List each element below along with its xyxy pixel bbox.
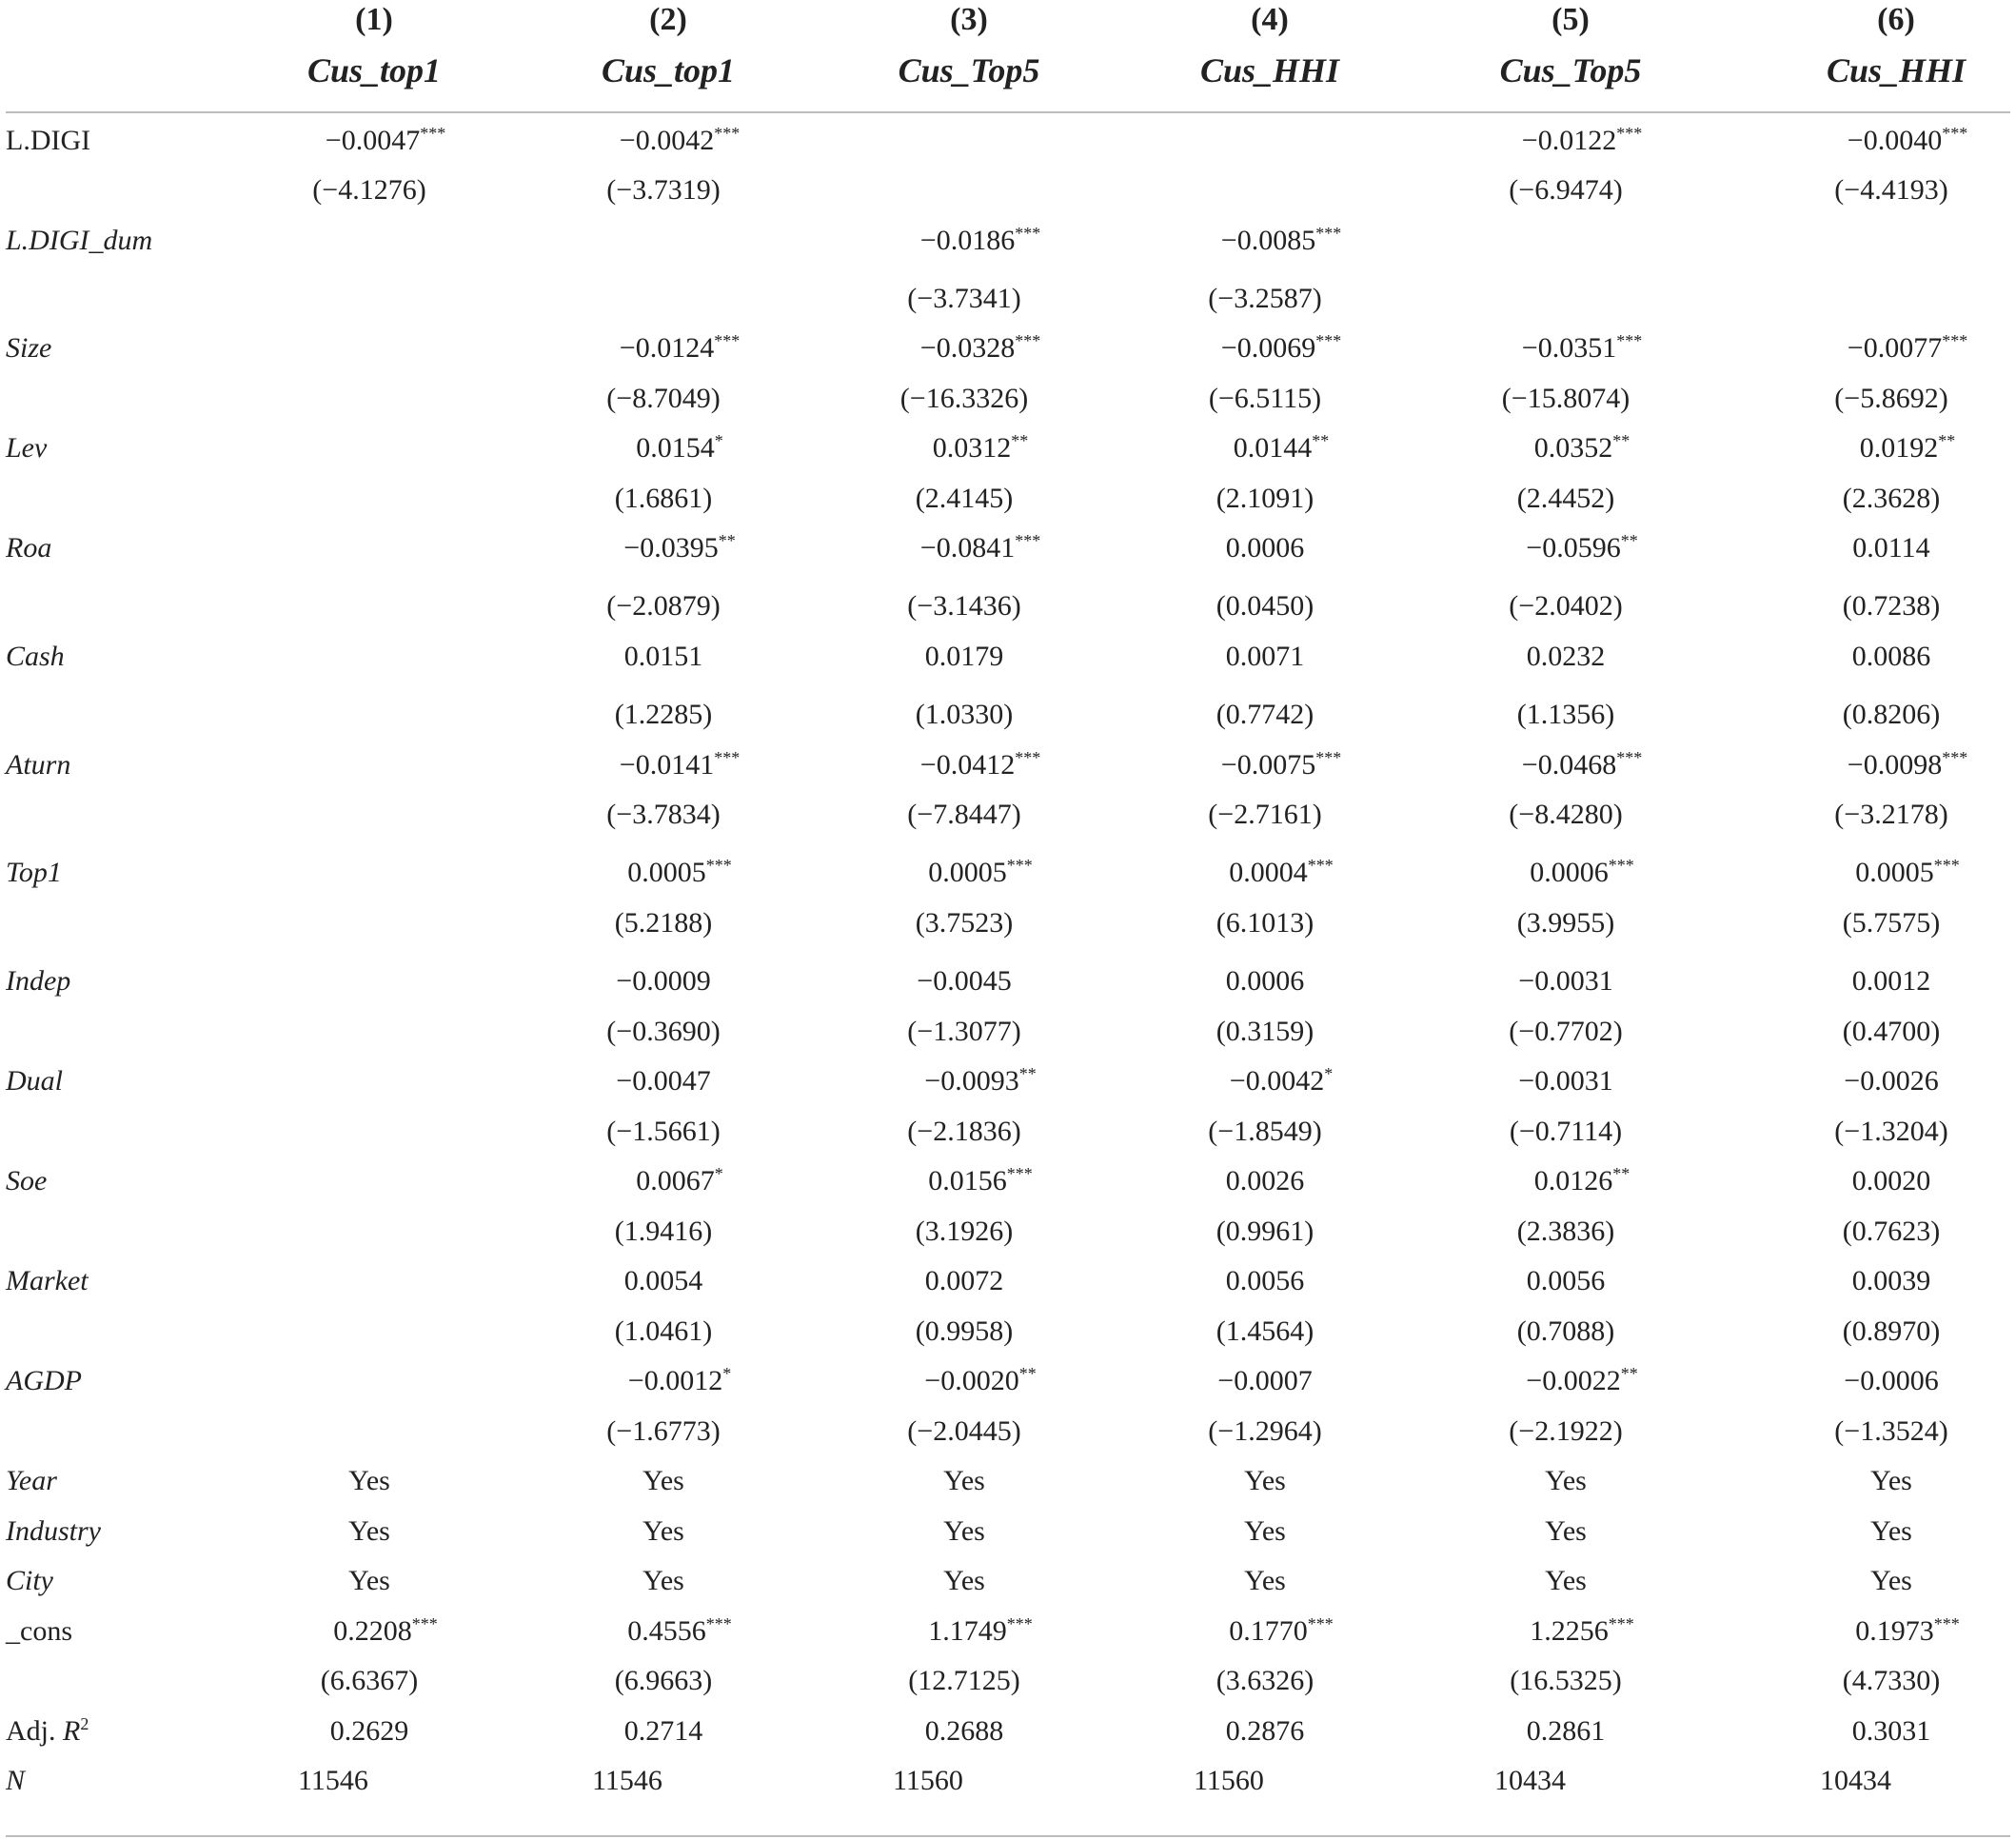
table-cell: 11560 (893, 1765, 963, 1796)
row-label: Lev (6, 432, 48, 464)
significance-stars: *** (411, 1614, 438, 1633)
table-cell: (5.2188) (614, 907, 713, 939)
significance-stars: *** (714, 331, 741, 350)
table-cell: (−0.3690) (606, 1016, 721, 1047)
table-cell: (0.0450) (1216, 590, 1314, 622)
column-dependent-variable: Cus_top1 (306, 51, 442, 89)
significance-stars: *** (1015, 331, 1041, 350)
table-cell: 10434 (1494, 1765, 1566, 1796)
table-cell: −0.0012* (627, 1364, 732, 1396)
table-cell: Yes (1244, 1515, 1286, 1547)
table-cell: 0.0156*** (928, 1164, 1033, 1196)
row-label: L.DIGI (6, 125, 91, 156)
row-label: L.DIGI_dum (6, 225, 153, 256)
table-cell: (−2.0402) (1509, 590, 1623, 622)
column-dependent-variable: Cus_HHI (1199, 51, 1340, 89)
column-header-6 (1753, 0, 2016, 105)
table-cell: −0.0031 (1518, 965, 1613, 997)
table-cell: (1.1356) (1516, 699, 1615, 730)
table-cell: 0.0126** (1533, 1164, 1631, 1196)
table-cell: 0.4556*** (627, 1614, 732, 1647)
significance-stars: *** (1015, 531, 1041, 550)
column-number: (6) (1877, 2, 1915, 37)
table-cell: −0.0141*** (619, 748, 741, 781)
table-cell: 11546 (592, 1765, 662, 1796)
table-cell: 0.0232 (1526, 641, 1606, 672)
bottom-rule (6, 1835, 2010, 1837)
significance-stars: *** (1315, 748, 1342, 767)
column-dependent-variable: Cus_top1 (601, 51, 736, 89)
table-cell: (2.4452) (1516, 483, 1615, 514)
significance-stars: *** (714, 748, 741, 767)
table-cell: (−0.7702) (1509, 1016, 1623, 1047)
column-number: (5) (1552, 2, 1590, 37)
table-cell: 0.1770*** (1229, 1614, 1334, 1647)
table-cell: 0.0312** (932, 431, 1029, 464)
row-label: Dual (6, 1065, 63, 1097)
table-cell: (−1.3077) (907, 1016, 1021, 1047)
table-cell: 0.0004*** (1229, 856, 1334, 888)
table-cell: 1.1749*** (928, 1614, 1033, 1647)
table-cell: Yes (1545, 1515, 1587, 1547)
significance-stars: ** (1612, 431, 1631, 450)
table-cell: (−3.7834) (606, 799, 721, 830)
row-label: Year (6, 1465, 57, 1496)
significance-stars: *** (1616, 748, 1643, 767)
table-cell: (2.3836) (1516, 1216, 1615, 1247)
table-cell: 0.0020 (1851, 1165, 1931, 1196)
table-cell: 0.2861 (1526, 1715, 1606, 1747)
table-cell: 11560 (1194, 1765, 1264, 1796)
significance-stars: ** (718, 531, 736, 550)
column-number: (4) (1251, 2, 1289, 37)
table-cell: (6.6367) (320, 1665, 419, 1696)
table-cell: −0.0841*** (919, 531, 1041, 564)
row-label: Industry (6, 1515, 101, 1547)
significance-stars: ** (1938, 431, 1956, 450)
table-cell: 0.2208*** (333, 1614, 438, 1647)
significance-stars: ** (1018, 1364, 1037, 1383)
table-cell: (−6.5115) (1208, 383, 1322, 414)
table-cell: 0.2714 (623, 1715, 703, 1747)
table-cell: (1.2285) (614, 699, 713, 730)
significance-stars: *** (1608, 856, 1634, 875)
table-cell: −0.0124*** (619, 331, 741, 364)
table-cell: (−3.2178) (1834, 799, 1948, 830)
significance-stars: *** (1942, 331, 1968, 350)
table-cell: −0.0026 (1844, 1065, 1939, 1097)
significance-stars: ** (1011, 431, 1029, 450)
table-cell: 0.0151 (623, 641, 703, 672)
table-cell: (0.7742) (1216, 699, 1314, 730)
table-cell: −0.0412*** (919, 748, 1041, 781)
significance-stars: *** (1006, 1614, 1033, 1633)
table-cell: (−8.7049) (606, 383, 721, 414)
table-cell: Yes (348, 1565, 390, 1596)
table-cell: (−5.8692) (1834, 383, 1948, 414)
table-cell: −0.0098*** (1847, 748, 1968, 781)
table-cell: (0.7088) (1516, 1315, 1615, 1347)
table-cell: 0.0006*** (1530, 856, 1634, 888)
significance-stars: *** (1616, 124, 1643, 143)
table-cell: −0.0031 (1518, 1065, 1613, 1097)
significance-stars: *** (1315, 224, 1342, 243)
table-cell: 0.0005*** (928, 856, 1033, 888)
table-cell: 0.0056 (1526, 1265, 1606, 1296)
row-label: Aturn (6, 749, 71, 781)
table-cell: 0.0179 (924, 641, 1004, 672)
table-cell: (1.6861) (614, 483, 713, 514)
significance-stars: *** (1015, 224, 1041, 243)
table-cell: (1.4564) (1216, 1315, 1314, 1347)
table-cell: −0.0077*** (1847, 331, 1968, 364)
table-cell: (−1.2964) (1208, 1415, 1322, 1447)
table-cell: −0.0093** (924, 1064, 1037, 1097)
row-label: Size (6, 332, 52, 364)
table-cell: 0.0144** (1233, 431, 1330, 464)
column-number: (1) (355, 2, 393, 37)
table-cell: 0.0054 (623, 1265, 703, 1296)
table-cell: −0.0042*** (619, 124, 741, 156)
table-cell: −0.0007 (1217, 1365, 1313, 1396)
column-number: (3) (950, 2, 988, 37)
table-cell: 0.2876 (1225, 1715, 1305, 1747)
table-cell: Yes (348, 1515, 390, 1547)
table-cell: (−2.1922) (1509, 1415, 1623, 1447)
table-cell: 0.2629 (329, 1715, 409, 1747)
column-header-2 (525, 0, 811, 105)
significance-stars: *** (420, 124, 446, 143)
row-label: Indep (6, 965, 71, 997)
significance-stars: ** (1620, 531, 1638, 550)
table-cell: 0.0192** (1859, 431, 1956, 464)
table-cell: Yes (943, 1565, 985, 1596)
header-rule (6, 111, 2010, 113)
table-cell: 0.0006 (1225, 965, 1305, 997)
row-label: Market (6, 1265, 89, 1296)
significance-stars: *** (1006, 1164, 1033, 1183)
significance-stars: *** (1933, 1614, 1960, 1633)
table-cell: (1.9416) (614, 1216, 713, 1247)
table-cell: (3.6326) (1216, 1665, 1314, 1696)
table-cell: (−1.3204) (1834, 1116, 1948, 1147)
table-cell: 11546 (298, 1765, 368, 1796)
table-cell: (0.9958) (915, 1315, 1014, 1347)
significance-stars: ** (1620, 1364, 1638, 1383)
table-cell: (−1.3524) (1834, 1415, 1948, 1447)
table-cell: 0.0352** (1533, 431, 1631, 464)
table-cell: −0.0328*** (919, 331, 1041, 364)
row-label: Roa (6, 532, 52, 564)
table-cell: (5.7575) (1842, 907, 1941, 939)
table-cell: (3.7523) (915, 907, 1014, 939)
table-cell: −0.0042* (1229, 1064, 1334, 1097)
table-cell: (1.0330) (915, 699, 1014, 730)
table-cell: −0.0022** (1526, 1364, 1638, 1396)
significance-stars: ** (1612, 1164, 1631, 1183)
table-cell: (−2.0445) (907, 1415, 1021, 1447)
table-cell: 0.0072 (924, 1265, 1004, 1296)
column-header-4 (1127, 0, 1413, 105)
table-cell: (1.0461) (614, 1315, 713, 1347)
table-cell: −0.0395** (623, 531, 736, 564)
table-cell: (−2.0879) (606, 590, 721, 622)
table-cell: (−0.7114) (1509, 1116, 1623, 1147)
table-cell: (−2.7161) (1208, 799, 1322, 830)
table-cell: (0.7623) (1842, 1216, 1941, 1247)
table-cell: 0.0026 (1225, 1165, 1305, 1196)
significance-stars: *** (1608, 1614, 1634, 1633)
table-cell: (−1.5661) (606, 1116, 721, 1147)
row-label: Soe (6, 1165, 48, 1196)
significance-stars: *** (1942, 748, 1968, 767)
table-cell: (−1.8549) (1208, 1116, 1322, 1147)
table-cell: 0.0012 (1851, 965, 1931, 997)
table-cell: −0.0009 (616, 965, 711, 997)
significance-stars: * (722, 1364, 732, 1383)
table-cell: (0.9961) (1216, 1216, 1314, 1247)
table-cell: (16.5325) (1510, 1665, 1622, 1696)
significance-stars: ** (1018, 1064, 1037, 1083)
significance-stars: *** (1006, 856, 1033, 875)
table-cell: −0.0468*** (1521, 748, 1643, 781)
table-cell: Yes (348, 1465, 390, 1496)
column-header-3 (826, 0, 1112, 105)
significance-stars: *** (705, 856, 732, 875)
column-dependent-variable: Cus_Top5 (898, 51, 1040, 89)
table-cell: (3.1926) (915, 1216, 1014, 1247)
table-cell: 0.0056 (1225, 1265, 1305, 1296)
table-cell: Yes (943, 1465, 985, 1496)
table-cell: Yes (1545, 1565, 1587, 1596)
table-cell: 10434 (1820, 1765, 1891, 1796)
table-cell: (4.7330) (1842, 1665, 1941, 1696)
significance-stars: *** (1307, 1614, 1334, 1633)
table-cell: −0.0006 (1844, 1365, 1939, 1396)
table-cell: −0.0085*** (1220, 224, 1342, 256)
table-cell: (−8.4280) (1509, 799, 1623, 830)
table-cell: (6.9663) (614, 1665, 713, 1696)
table-cell: (−1.6773) (606, 1415, 721, 1447)
significance-stars: * (714, 1164, 723, 1183)
table-cell: Yes (642, 1565, 684, 1596)
table-cell: 0.2688 (924, 1715, 1004, 1747)
table-cell: 0.0005*** (627, 856, 732, 888)
table-cell: Yes (1244, 1565, 1286, 1596)
table-cell: (−7.8447) (907, 799, 1021, 830)
table-cell: −0.0596** (1526, 531, 1638, 564)
table-cell: −0.0069*** (1220, 331, 1342, 364)
table-cell: 0.0006 (1225, 532, 1305, 564)
table-cell: 0.0071 (1225, 641, 1305, 672)
table-cell: (12.7125) (908, 1665, 1020, 1696)
table-cell: 0.0154* (636, 431, 723, 464)
table-cell: 1.2256*** (1530, 1614, 1634, 1647)
significance-stars: *** (1942, 124, 1968, 143)
table-cell: (2.3628) (1842, 483, 1941, 514)
significance-stars: *** (1015, 748, 1041, 767)
row-label: N (6, 1765, 26, 1796)
table-cell: Yes (1870, 1515, 1912, 1547)
row-label: Top1 (6, 857, 62, 888)
table-cell: (0.7238) (1842, 590, 1941, 622)
table-cell: (−3.1436) (907, 590, 1021, 622)
table-cell: −0.0045 (917, 965, 1012, 997)
significance-stars: *** (1315, 331, 1342, 350)
significance-stars: * (1324, 1064, 1334, 1083)
significance-stars: *** (705, 1614, 732, 1633)
significance-stars: *** (714, 124, 741, 143)
significance-stars: *** (1616, 331, 1643, 350)
row-label: Adj. $R^2$ (6, 1714, 89, 1747)
table-cell: 0.0039 (1851, 1265, 1931, 1296)
row-label: AGDP (6, 1365, 82, 1396)
table-cell: (0.8970) (1842, 1315, 1941, 1347)
table-cell: 0.0114 (1852, 532, 1930, 564)
table-cell: −0.0075*** (1220, 748, 1342, 781)
table-cell: −0.0047 (616, 1065, 711, 1097)
column-header-1 (231, 0, 517, 105)
column-dependent-variable: Cus_HHI (1826, 51, 1967, 89)
table-cell: −0.0040*** (1847, 124, 1968, 156)
table-cell: (−15.8074) (1501, 383, 1631, 414)
table-cell: (−6.9474) (1509, 174, 1623, 206)
column-dependent-variable: Cus_Top5 (1499, 51, 1642, 89)
row-label: City (6, 1565, 53, 1596)
table-cell: −0.0122*** (1521, 124, 1643, 156)
significance-stars: *** (1307, 856, 1334, 875)
table-cell: Yes (642, 1465, 684, 1496)
table-cell: −0.0186*** (919, 224, 1041, 256)
table-cell: Yes (1244, 1465, 1286, 1496)
table-cell: (−3.7319) (606, 174, 721, 206)
significance-stars: ** (1312, 431, 1330, 450)
table-cell: 0.0086 (1851, 641, 1931, 672)
row-label: _cons (6, 1615, 72, 1647)
table-cell: (−3.7341) (907, 283, 1021, 314)
table-cell: (−4.4193) (1834, 174, 1948, 206)
table-cell: (−4.1276) (312, 174, 426, 206)
significance-stars: *** (1933, 856, 1960, 875)
table-cell: Yes (1870, 1465, 1912, 1496)
row-label: Cash (6, 641, 65, 672)
table-cell: (0.8206) (1842, 699, 1941, 730)
table-cell: (3.9955) (1516, 907, 1615, 939)
table-cell: (−2.1836) (907, 1116, 1021, 1147)
table-cell: (2.4145) (915, 483, 1014, 514)
column-header-5 (1428, 0, 1713, 105)
table-cell: −0.0351*** (1521, 331, 1643, 364)
table-cell: (0.4700) (1842, 1016, 1941, 1047)
table-cell: (−16.3326) (899, 383, 1029, 414)
table-cell: Yes (1870, 1565, 1912, 1596)
table-cell: (0.3159) (1216, 1016, 1314, 1047)
table-cell: (2.1091) (1216, 483, 1314, 514)
column-number: (2) (649, 2, 687, 37)
table-cell: Yes (943, 1515, 985, 1547)
table-cell: Yes (642, 1515, 684, 1547)
table-cell: 0.0067* (636, 1164, 723, 1196)
significance-stars: * (714, 431, 723, 450)
table-cell: −0.0020** (924, 1364, 1037, 1396)
table-cell: 0.3031 (1851, 1715, 1931, 1747)
table-cell: (6.1013) (1216, 907, 1314, 939)
table-cell: Yes (1545, 1465, 1587, 1496)
table-cell: 0.1973*** (1855, 1614, 1960, 1647)
table-cell: (−3.2587) (1208, 283, 1322, 314)
table-cell: 0.0005*** (1855, 856, 1960, 888)
table-cell: −0.0047*** (325, 124, 446, 156)
